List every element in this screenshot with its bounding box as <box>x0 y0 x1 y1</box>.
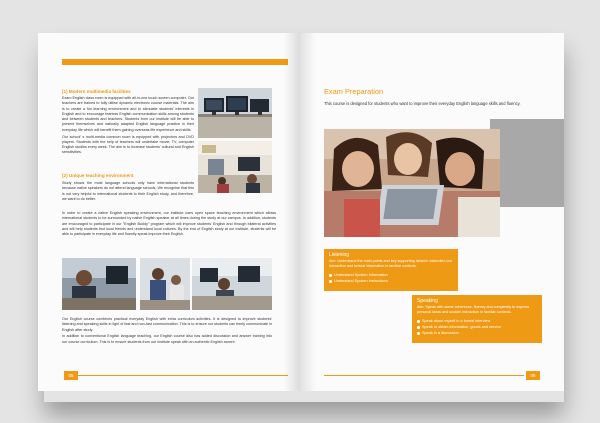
paragraph: Our school' s multi-media common room is equipped with projectors and DVD players. Students with the help of teachers will undertake movie, TV, computer English studies every week. The aim is to increase students' cultural and English sensitivities. <box>62 134 194 155</box>
section2-text-narrow <box>62 181 194 204</box>
list-item: Speak to obtain information, goods and service <box>417 324 537 330</box>
header-bar <box>62 59 288 65</box>
section2-title: (2) Unique teaching environment <box>62 173 134 178</box>
paragraph: In addition to conventional English language teaching, our English course also has added discussion and answer training into our course curriculum. This is to ensure students from our institute speak with an authentic English accent. <box>62 334 272 344</box>
left-page <box>38 33 300 391</box>
speaking-box <box>412 295 542 343</box>
section1-title: (1) Modern multimedia facilities <box>62 89 131 94</box>
bullet-icon <box>329 274 332 277</box>
section3-text <box>62 317 272 346</box>
paragraph: Our English course combines practical everyday English with extra curriculum activities. It is designed to improve students' listening and speaking skills in light of fast and non-fast communication. This is to ensure our students can freely communicate in English after study. <box>62 317 272 332</box>
study-room-photo <box>198 141 272 193</box>
speaking-aim: Aim: Speak with some coherence, fluency and complexity to express personal ideas and sustain interaction in familiar contexts. <box>417 305 530 314</box>
student-photo <box>62 258 136 310</box>
list-item: Speak about myself in a formal interview <box>417 318 537 324</box>
bullet-icon <box>329 280 332 283</box>
bullet-icon <box>417 320 420 323</box>
computer-lab-photo <box>198 88 272 138</box>
gutter-shadow <box>300 33 316 391</box>
listening-heading: Listening <box>329 252 350 258</box>
right-page <box>300 33 564 391</box>
gutter-shadow <box>284 33 300 391</box>
paragraph: In order to create a native English speaking environment, our institute uses open space teaching environment which allows international students to be surrounded by native English speaker at all times during the study at our campus. In addition, students are encouraged to participate in our "English Buddy" program which will improve students' English and through bilateral activities and will help students find local friends and understand local cultures. By the end of English study at our institute, students will be able to participate in everyday life and fluently speak improve their English. <box>62 211 276 237</box>
footer-line <box>78 375 288 376</box>
speaking-list <box>417 318 537 336</box>
listening-box <box>324 249 458 291</box>
paragraph: Exam English class room is equipped with all-in-one touch screen computer. Our teachers are trained to fully utilise dynamic electronic course materials. The aim is to create a fun learning environment and to stimulate students' interests in English and to encourage fearless English communication skills among students and between students and teachers. Students from our institute will be able to present themselves and naturally adapted English language practice in their everyday life which will benefit them gaining overseas life experience and skills. <box>62 96 194 132</box>
exam-intro-text: This course is designed for students who want to improve their everyday English language skills and fluency. <box>324 101 521 106</box>
paragraph: Study shows the most language schools only have international students because native speakers do not attend language schools. We recognise that this is not very helpful to international students to their English study, and therefore, we want to do better. <box>62 181 194 201</box>
teacher-student-photo <box>140 258 190 310</box>
listening-list <box>329 272 453 284</box>
students-laptop-photo <box>324 129 500 237</box>
exam-preparation-title: Exam Preparation <box>324 87 384 96</box>
section2-text-wide <box>62 211 276 239</box>
page-number: 06 <box>526 371 540 380</box>
speaking-heading: Speaking <box>417 298 438 304</box>
classroom-computers-photo <box>192 258 272 310</box>
bullet-icon <box>417 326 420 329</box>
list-item: Understand Spoken Information <box>329 272 453 278</box>
list-item: Understand Spoken Instructions <box>329 278 453 284</box>
grey-accent-block <box>490 119 564 207</box>
footer-line <box>324 375 524 376</box>
listening-aim: Aim: Understand the main points and key supporting detail in extended oral interaction and textual information in familiar contexts. <box>329 259 452 268</box>
page-number: 05 <box>64 371 78 380</box>
section1-text <box>62 96 194 157</box>
list-item: Speak in a discussion <box>417 330 537 336</box>
bullet-icon <box>417 332 420 335</box>
